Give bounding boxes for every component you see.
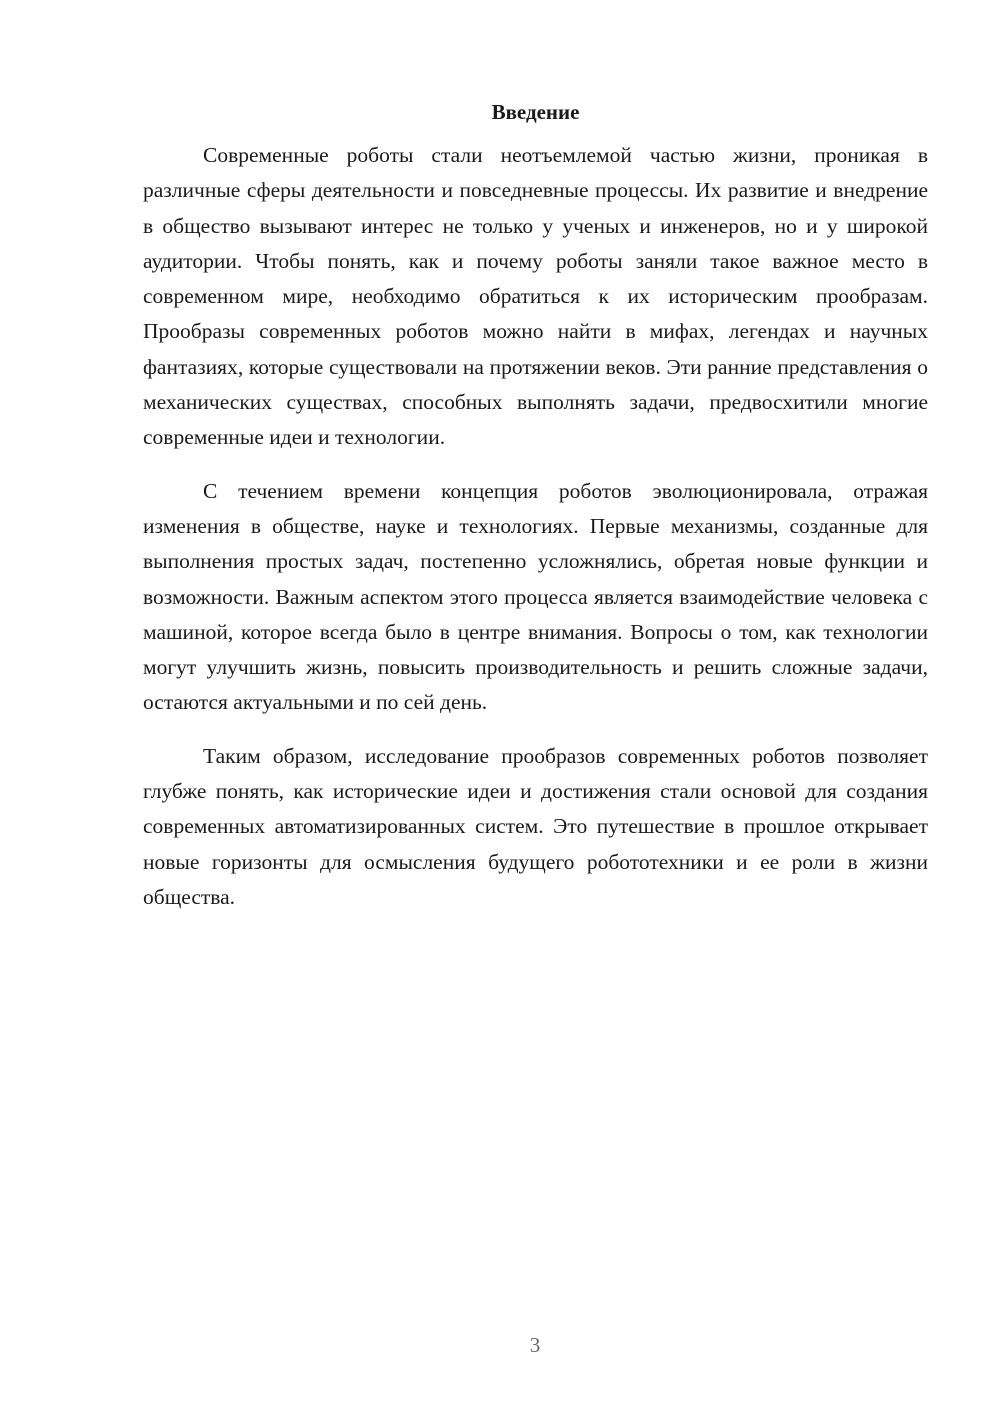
paragraph-1: Современные роботы стали неотъемлемой частью жизни, проникая в различные сферы деятельности и повседневные процессы. Их развитие и внедрение в общество вызывают интерес не только у ученых и инженеров, но и у широкой аудитории. Чтобы понять, как и почему роботы заняли такое важное место в современном мире, необходимо обратиться к их историческим прообразам. Прообразы современных роботов можно найти в мифах, легендах и научных фантазиях, которые существовали на протяжении веков. Эти ранние представления о механических существах, способных выполнять задачи, предвосхитили многие современные идеи и технологии. [143,143,928,450]
section-title: Введение [491,100,580,124]
page-number: 3 [529,1333,541,1357]
paragraph-2: С течением времени концепция роботов эволюционировала, отражая изменения в обществе, науке и технологиях. Первые механизмы, созданные для выполнения простых задач, постепенно усложнялись, обретая новые функции и возможности. Важным аспектом этого процесса является взаимодействие человека с машиной, которое всегда было в центре внимания. Вопросы о том, как технологии могут улучшить жизнь, повысить производительность и решить сложные задачи, остаются актуальными и по сей день. [143,478,928,715]
page-content [143,96,928,933]
paragraph-3: Таким образом, исследование прообразов современных роботов позволяет глубже понять, как исторические идеи и достижения стали основой для создания современных автоматизированных систем. Это путешествие в прошлое открывает новые горизонты для осмысления будущего робототехники и ее роли в жизни общества. [143,743,928,909]
